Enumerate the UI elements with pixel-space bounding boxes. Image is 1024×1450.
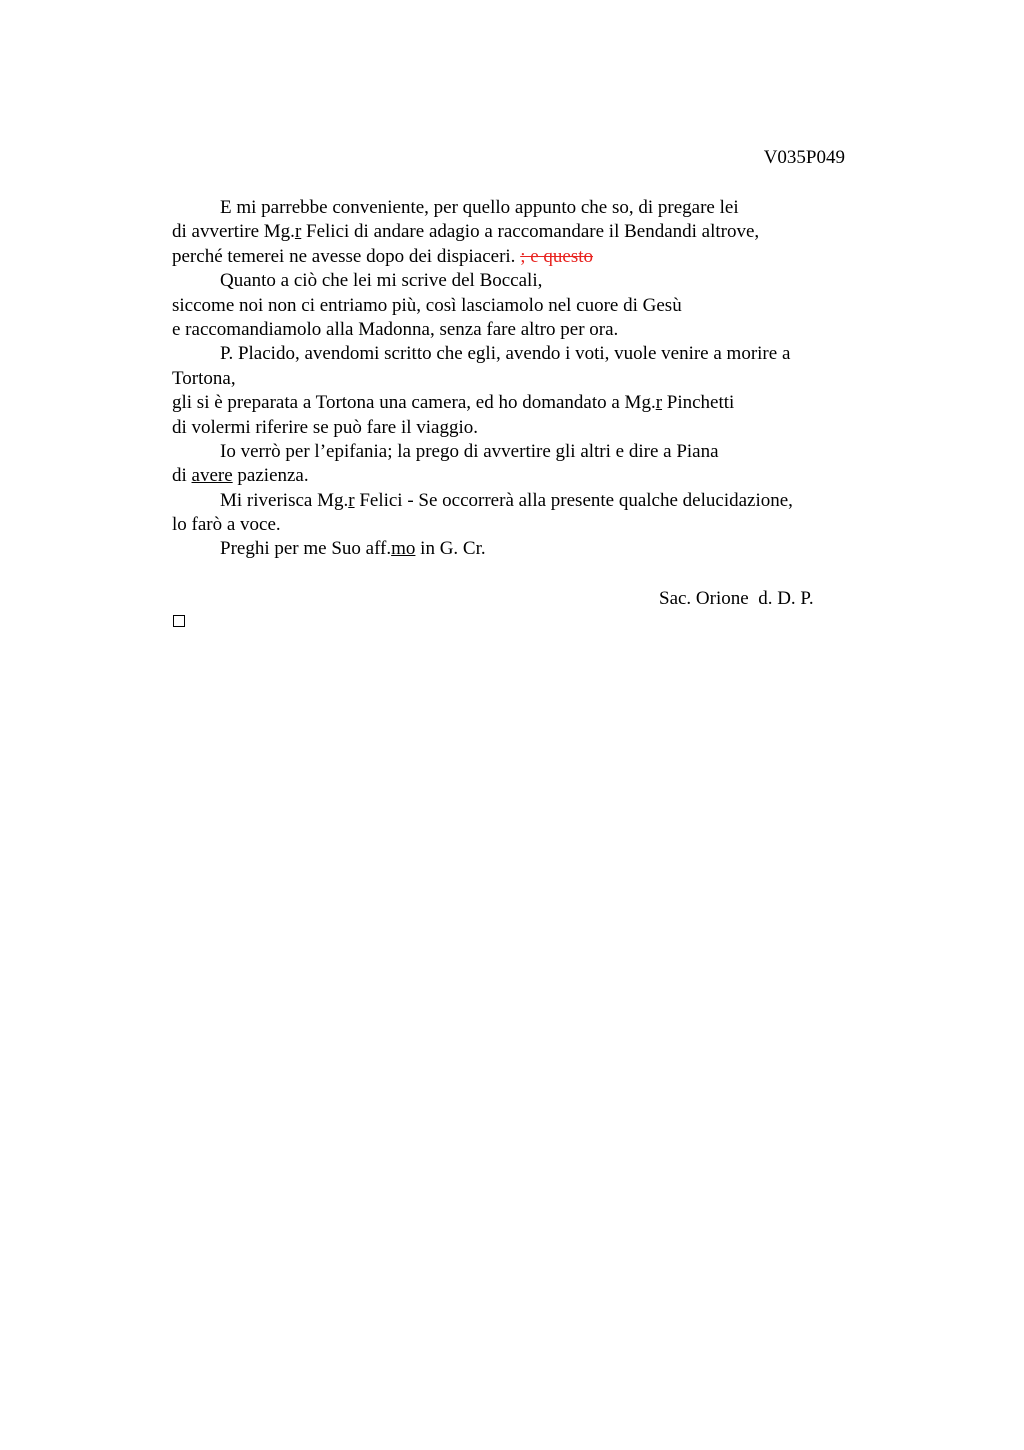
letter-line xyxy=(172,269,852,293)
deleted-text: ; e questo xyxy=(520,245,594,267)
signature: Sac. Orione d. D. P. xyxy=(659,588,814,609)
letter-body xyxy=(172,196,852,562)
letter-line xyxy=(172,416,852,440)
underlined-word: avere xyxy=(191,465,233,487)
line-text: Quanto a ciò che lei mi scrive del Boccali, xyxy=(220,270,543,292)
checkbox-square-icon xyxy=(173,615,185,627)
letter-line xyxy=(172,220,852,244)
line-text: in G. Cr. xyxy=(415,538,486,560)
line-text: Felici - Se occorrerà alla presente qualche delucidazione, xyxy=(354,489,793,511)
underlined-abbreviation: r xyxy=(348,489,355,511)
letter-line xyxy=(172,294,852,318)
letter-line xyxy=(172,318,852,342)
underlined-abbreviation: mo xyxy=(391,538,416,560)
line-text: lo farò a voce. xyxy=(172,514,281,536)
line-text: gli si è preparata a Tortona una camera, ed ho domandato a Mg. xyxy=(172,392,656,414)
letter-line xyxy=(172,440,852,464)
letter-line xyxy=(172,391,852,415)
line-text: di avvertire Mg. xyxy=(172,221,295,243)
letter-line xyxy=(172,342,852,366)
letter-line xyxy=(172,513,852,537)
letter-line xyxy=(172,489,852,513)
line-text: siccome noi non ci entriamo più, così lasciamolo nel cuore di Gesù xyxy=(172,294,682,316)
underlined-abbreviation: r xyxy=(655,392,663,414)
line-text: e raccomandiamolo alla Madonna, senza fare altro per ora. xyxy=(172,318,619,340)
letter-line xyxy=(172,537,852,561)
letter-line xyxy=(172,464,852,488)
letter-line xyxy=(172,245,852,269)
line-text: di xyxy=(172,465,192,487)
letter-line xyxy=(172,367,852,391)
line-text: Pinchetti xyxy=(662,392,735,414)
letter-line xyxy=(172,196,852,220)
document-reference: V035P049 xyxy=(763,147,845,168)
line-text: Io verrò per l’epifania; la prego di avvertire gli altri e dire a Piana xyxy=(220,440,719,462)
line-text: E mi parrebbe conveniente, per quello appunto che so, di pregare lei xyxy=(220,197,739,218)
line-text: P. Placido, avendomi scritto che egli, avendo i voti, vuole venire a morire a xyxy=(220,343,791,365)
line-text: Tortona, xyxy=(172,367,236,389)
line-text: perché temerei ne avesse dopo dei dispiaceri. xyxy=(172,245,521,267)
line-text: Felici di andare adagio a raccomandare il Bendandi altrove, xyxy=(301,221,760,243)
line-text: di volermi riferire se può fare il viaggio. xyxy=(172,416,479,438)
underlined-abbreviation: r xyxy=(294,221,302,243)
line-text: pazienza. xyxy=(232,465,309,487)
line-text: Preghi per me Suo aff. xyxy=(220,538,392,560)
line-text: Mi riverisca Mg. xyxy=(220,489,349,511)
